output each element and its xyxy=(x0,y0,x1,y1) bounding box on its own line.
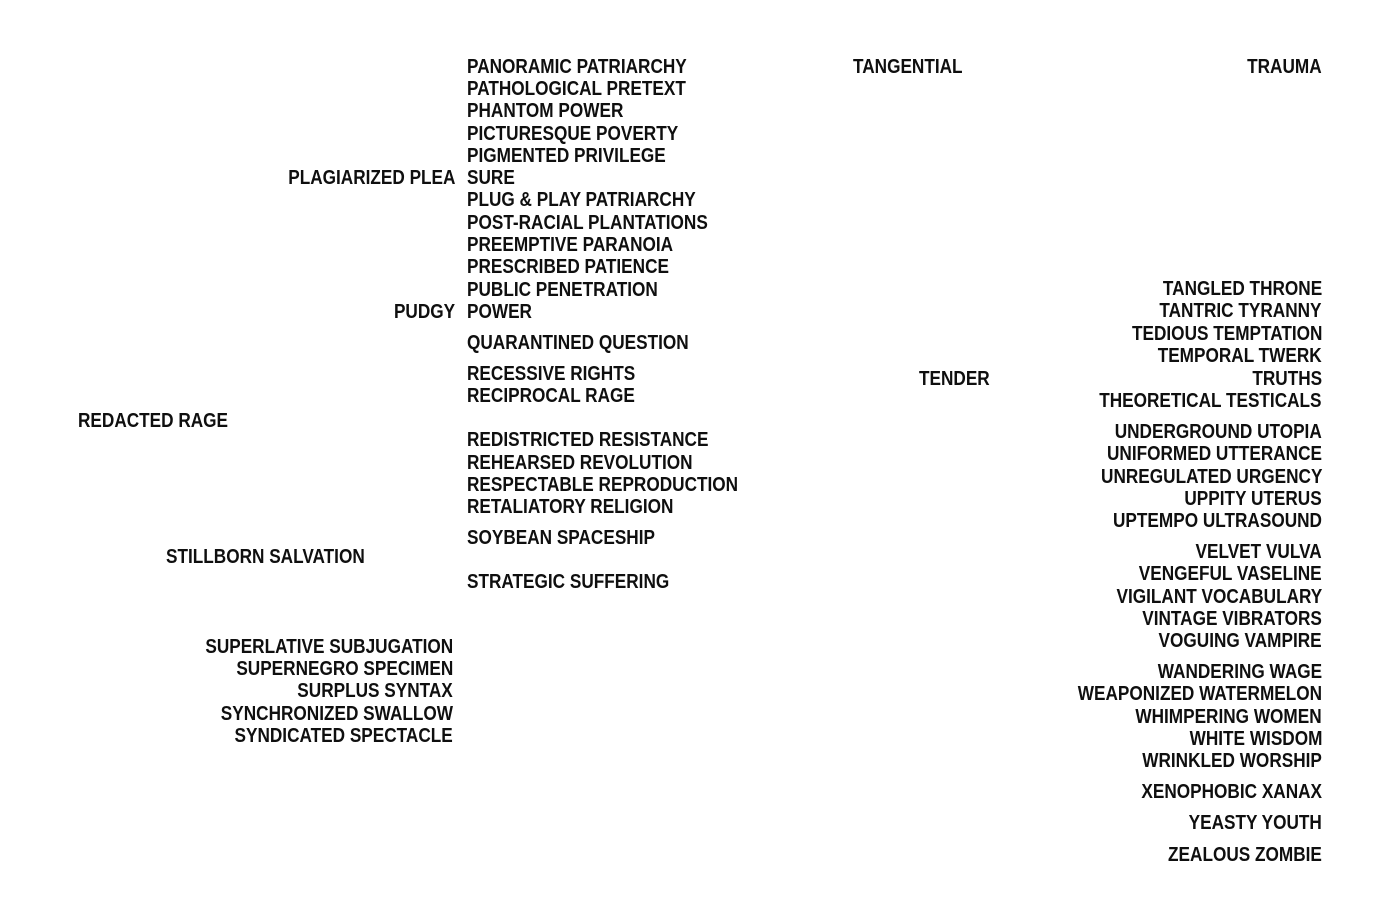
word-tantric-tyranny: TANTRIC TYRANNY xyxy=(1159,300,1322,322)
word-vengeful-vaseline: VENGEFUL VASELINE xyxy=(1139,563,1322,585)
word-trauma: TRAUMA xyxy=(1247,56,1322,78)
word-plagiarized-plea: PLAGIARIZED PLEA xyxy=(287,167,455,189)
word-pathological-pretext: PATHOLOGICAL PRETEXT xyxy=(467,78,686,100)
word-velvet-vulva: VELVET VULVA xyxy=(1195,541,1322,563)
word-voguing-vampire: VOGUING VAMPIRE xyxy=(1158,630,1322,652)
word-zealous-zombie: ZEALOUS ZOMBIE xyxy=(1168,844,1322,866)
word-syndicated-spectacle: SYNDICATED SPECTACLE xyxy=(234,725,453,747)
word-supernegro-specimen: SUPERNEGRO SPECIMEN xyxy=(236,658,453,680)
word-tedious-temptation: TEDIOUS TEMPTATION xyxy=(1131,323,1322,345)
word-respectable-reproduction: RESPECTABLE REPRODUCTION xyxy=(467,474,739,496)
word-temporal-twerk: TEMPORAL TWERK xyxy=(1157,345,1322,367)
word-tender: TENDER xyxy=(919,368,990,390)
word-uppity-uterus: UPPITY UTERUS xyxy=(1184,488,1322,510)
word-pigmented-privilege: PIGMENTED PRIVILEGE xyxy=(467,145,666,167)
word-unregulated-urgency: UNREGULATED URGENCY xyxy=(1100,466,1322,488)
word-white-wisdom: WHITE WISDOM xyxy=(1189,728,1322,750)
word-phantom-power: PHANTOM POWER xyxy=(467,100,624,122)
word-whimpering-women: WHIMPERING WOMEN xyxy=(1135,706,1322,728)
word-retaliatory-religion: RETALIATORY RELIGION xyxy=(467,496,674,518)
word-rehearsed-revolution: REHEARSED REVOLUTION xyxy=(467,452,693,474)
word-strategic-suffering: STRATEGIC SUFFERING xyxy=(467,571,670,593)
word-tangled-throne: TANGLED THRONE xyxy=(1162,278,1322,300)
word-uptempo-ultrasound: UPTEMPO ULTRASOUND xyxy=(1113,510,1322,532)
word-uniformed-utterance: UNIFORMED UTTERANCE xyxy=(1107,443,1322,465)
word-post-racial-plantations: POST-RACIAL PLANTATIONS xyxy=(467,212,708,234)
word-vintage-vibrators: VINTAGE VIBRATORS xyxy=(1142,608,1322,630)
word-surplus-syntax: SURPLUS SYNTAX xyxy=(297,680,453,702)
word-truths: TRUTHS xyxy=(1252,368,1322,390)
word-underground-utopia: UNDERGROUND UTOPIA xyxy=(1114,421,1322,443)
word-prescribed-patience: PRESCRIBED PATIENCE xyxy=(467,256,669,278)
word-reciprocal-rage: RECIPROCAL RAGE xyxy=(467,385,635,407)
word-stillborn-salvation: STILLBORN SALVATION xyxy=(166,546,365,568)
word-power: POWER xyxy=(467,301,532,323)
word-theoretical-testicals: THEORETICAL TESTICALS xyxy=(1099,390,1322,412)
word-superlative-subjugation: SUPERLATIVE SUBJUGATION xyxy=(205,636,453,658)
word-xenophobic-xanax: XENOPHOBIC XANAX xyxy=(1141,781,1322,803)
word-synchronized-swallow: SYNCHRONIZED SWALLOW xyxy=(220,703,453,725)
word-tangential: TANGENTIAL xyxy=(853,56,963,78)
word-yeasty-youth: YEASTY YOUTH xyxy=(1188,812,1322,834)
word-panoramic-patriarchy: PANORAMIC PATRIARCHY xyxy=(467,56,687,78)
word-preemptive-paranoia: PREEMPTIVE PARANOIA xyxy=(467,234,674,256)
word-pudgy: PUDGY xyxy=(393,301,455,323)
word-redistricted-resistance: REDISTRICTED RESISTANCE xyxy=(467,429,709,451)
word-vigilant-vocabulary: VIGILANT VOCABULARY xyxy=(1116,586,1322,608)
word-redacted-rage: REDACTED RAGE xyxy=(78,410,229,432)
word-public-penetration: PUBLIC PENETRATION xyxy=(467,279,658,301)
word-wandering-wage: WANDERING WAGE xyxy=(1157,661,1322,683)
word-weaponized-watermelon: WEAPONIZED WATERMELON xyxy=(1077,683,1322,705)
word-picturesque-poverty: PICTURESQUE POVERTY xyxy=(467,123,679,145)
word-sure: SURE xyxy=(467,167,515,189)
word-quarantined-question: QUARANTINED QUESTION xyxy=(467,332,689,354)
word-wrinkled-worship: WRINKLED WORSHIP xyxy=(1142,750,1322,772)
word-soybean-spaceship: SOYBEAN SPACESHIP xyxy=(467,527,655,549)
word-recessive-rights: RECESSIVE RIGHTS xyxy=(467,363,636,385)
word-plug-and-play-patriarchy: PLUG & PLAY PATRIARCHY xyxy=(467,189,696,211)
